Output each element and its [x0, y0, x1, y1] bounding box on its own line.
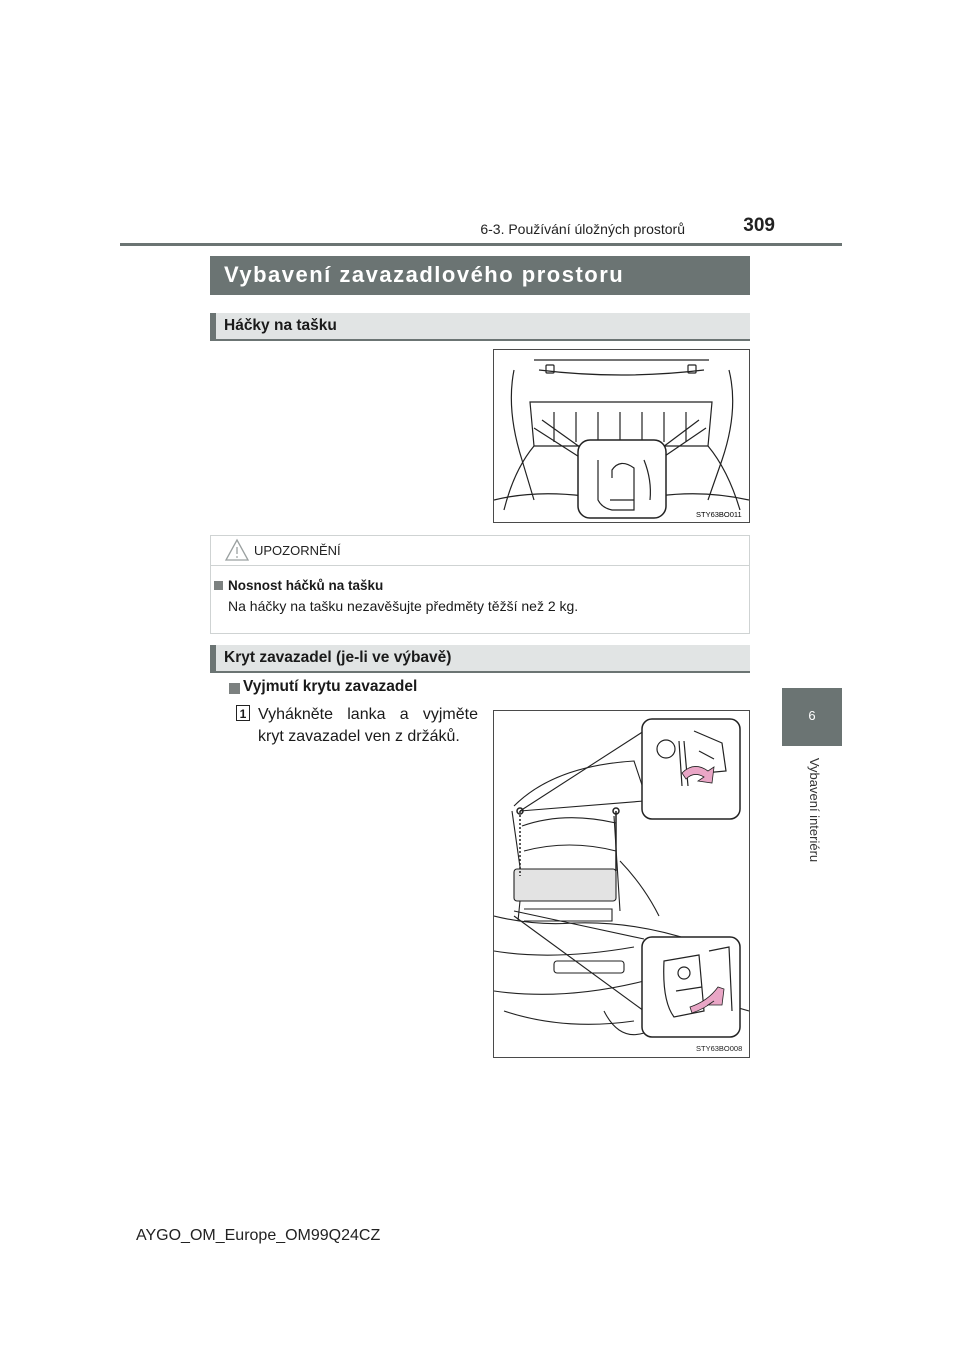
bullet-square-icon [229, 683, 240, 694]
header-rule [120, 243, 842, 246]
warning-triangle-icon [224, 538, 250, 562]
chapter-label: Vybavení interiéru [807, 757, 822, 863]
caution-label: UPOZORNĚNÍ [254, 543, 341, 558]
luggage-cover-illustration [494, 711, 749, 1057]
luggage-cover-figure [493, 710, 750, 1058]
footer-document-code: AYGO_OM_Europe_OM99Q24CZ [136, 1227, 381, 1244]
step-number-badge: 1 [236, 705, 250, 721]
section-heading-bag-hooks: Háčky na tašku [224, 317, 337, 334]
bag-hooks-figure [493, 349, 750, 523]
figure-code: STY63BO008 [696, 1044, 743, 1053]
bullet-square-icon [214, 581, 223, 590]
caution-divider [211, 565, 749, 566]
section-accent [210, 645, 216, 673]
page-title: Vybavení zavazadlového prostoru [224, 262, 625, 287]
step-text: Vyhákněte lanka a vyjměte kryt zavazadel ven z držáků. [258, 706, 478, 745]
trunk-hooks-illustration [494, 350, 749, 522]
page-number: 309 [743, 215, 775, 236]
caution-text: Na háčky na tašku nezavěšujte předměty těžší než 2 kg. [228, 598, 579, 614]
section-heading-luggage-cover: Kryt zavazadel (je-li ve výbavě) [224, 649, 452, 666]
chapter-number: 6 [808, 708, 816, 723]
section-accent [210, 313, 216, 341]
procedure-heading: Vyjmutí krytu zavazadel [243, 678, 418, 695]
section-breadcrumb: 6-3. Používání úložných prostorů [480, 221, 685, 237]
caution-heading: Nosnost háčků na tašku [228, 578, 384, 593]
figure-code: STY63BO011 [696, 510, 742, 519]
